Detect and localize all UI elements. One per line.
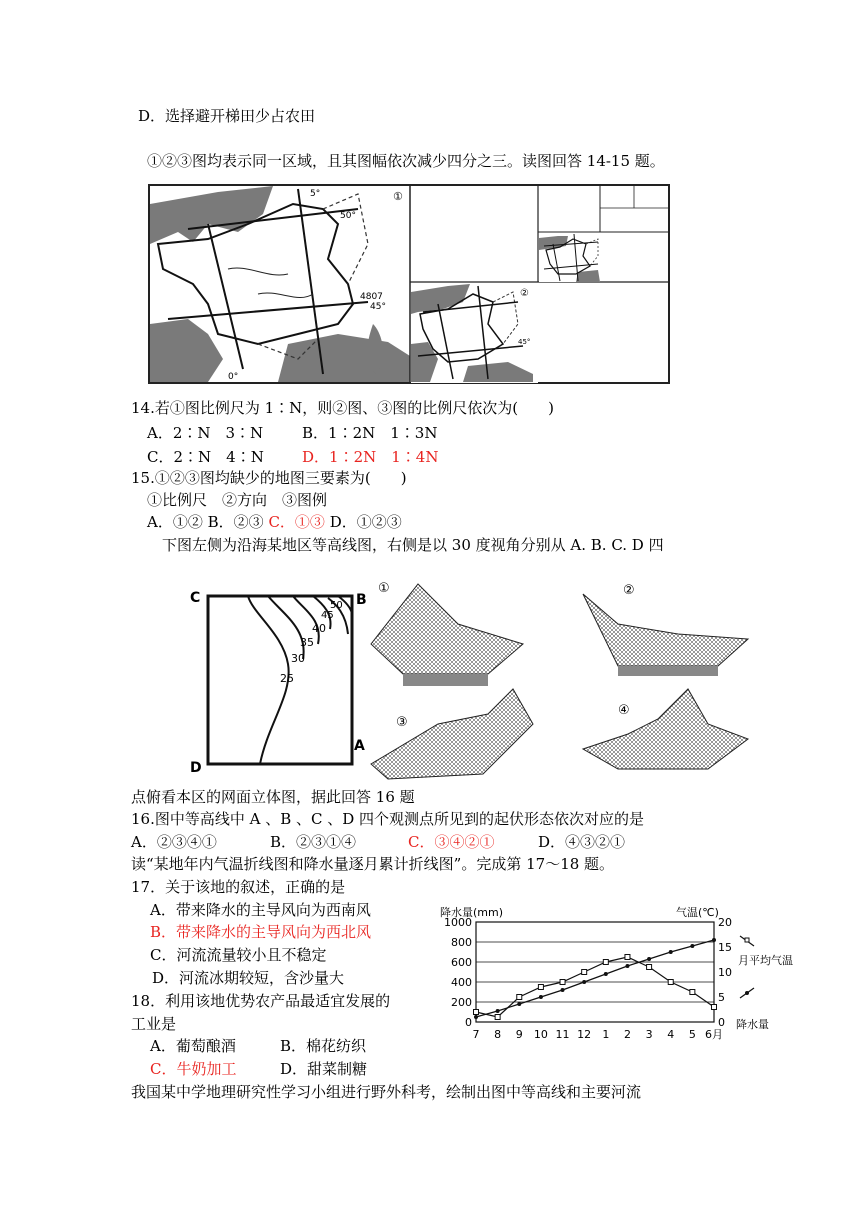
precipitation-point (474, 1015, 478, 1019)
terrain-view-2 (583, 583, 748, 676)
legend-temp-label: 月平均气温 (738, 954, 793, 967)
chart-xtick: 11 (555, 1028, 570, 1041)
q18-option-c-answer: C．牛奶加工 (150, 1060, 237, 1078)
intro-16b: 点俯看本区的网面立体图，据此回答 16 题 (131, 788, 415, 806)
view-label-1: ① (378, 581, 390, 596)
q14-option-d-answer: D．1∶2N 1∶4N (302, 448, 439, 466)
temperature-point (647, 965, 652, 970)
precipitation-point (496, 1009, 500, 1013)
precipitation-point (625, 964, 629, 968)
q15-items: ①比例尺 ②方向 ③图例 (147, 491, 328, 509)
q17-option-a: A．带来降水的主导风向为西南风 (150, 901, 371, 919)
precipitation-point (690, 944, 694, 948)
chart-ytick-left: 400 (451, 976, 472, 989)
chart-ytick-left: 800 (451, 936, 472, 949)
temperature-point (474, 1010, 479, 1015)
contour-35: 35 (300, 636, 314, 649)
chart-legend (736, 936, 793, 1031)
precipitation-point (582, 980, 586, 984)
series-line-temperature (476, 957, 714, 1017)
legend-temp-icon (740, 936, 754, 946)
option-d-line: D．选择避开梯田少占农田 (138, 107, 316, 125)
chart-ytick-left: 1000 (444, 916, 472, 929)
map-figure (148, 184, 670, 384)
question-17: 17．关于该地的叙述，正确的是 (131, 878, 346, 896)
map-label-1: ① (393, 190, 403, 203)
map-label-lat50: 50° (340, 211, 356, 221)
precipitation-point (712, 938, 716, 942)
corner-a: A (354, 738, 365, 754)
precipitation-point (539, 995, 543, 999)
temperature-point (668, 980, 673, 985)
chart-xtick: 8 (494, 1028, 502, 1041)
question-18-cont: 工业是 (131, 1015, 177, 1033)
q18-option-d: D．甜菜制糖 (280, 1060, 368, 1078)
intro-14-15: ①②③图均表示同一区域，且其图幅依次减少四分之三。读图回答 14-15 题。 (147, 152, 665, 170)
q16-option-b: B．②③①④ (270, 833, 357, 851)
chart-ytick-right: 20 (718, 916, 732, 929)
corner-b: B (356, 592, 367, 608)
corner-d: D (190, 760, 202, 776)
temperature-point (538, 985, 543, 990)
map-label-lat45b: 45° (518, 338, 531, 346)
q18-option-b: B．棉花纺织 (280, 1037, 367, 1055)
chart-ytick-right: 15 (718, 941, 732, 954)
q15-option-c-answer: C．①③ (268, 513, 325, 531)
chart-xtick: 1 (602, 1028, 610, 1041)
q15-option-d: D．①②③ (329, 513, 402, 531)
chart-ylabel-left: 降水量(mm) (440, 906, 504, 919)
question-14: 14.若①图比例尺为 1∶N，则②图、③图的比例尺依次为( ) (131, 399, 554, 417)
temperature-point (690, 990, 695, 995)
chart-ytick-right: 10 (718, 966, 732, 979)
q16-option-c-answer: C．③④②① (408, 833, 495, 851)
map-panel-3 (539, 233, 600, 282)
last-line: 我国某中学地理研究性学习小组进行野外科考，绘制出图中等高线和主要河流 (131, 1083, 642, 1101)
contour-45: 45 (321, 610, 334, 621)
q17-option-c: C．河流流量较小且不稳定 (150, 946, 327, 964)
temperature-point (560, 980, 565, 985)
question-18: 18．利用该地优势农产品最适宜发展的 (131, 992, 391, 1010)
contour-25: 25 (280, 672, 294, 685)
contour-map (190, 590, 367, 776)
q14-option-c: C．2∶N 4∶N (147, 448, 264, 466)
series-line-precipitation (476, 940, 714, 1017)
chart-xtick: 7 (472, 1028, 480, 1041)
intro-17: 读“某地年内气温折线图和降水量逐月累计折线图”。完成第 17～18 题。 (131, 855, 615, 873)
view-label-3: ③ (396, 715, 408, 730)
terrain-view-4 (583, 689, 748, 769)
map-label-lon5: 5° (310, 189, 321, 199)
map-label-4807: 4807 (360, 292, 383, 302)
terrain-view-1 (371, 581, 523, 686)
map-label-lat45: 45° (370, 302, 386, 312)
intro-16: 下图左侧为沿海某地区等高线图，右侧是以 30 度视角分别从 A. B. C. D 四 (162, 536, 664, 554)
view-label-2: ② (623, 583, 635, 598)
contour-40: 40 (312, 622, 326, 635)
temperature-point (603, 960, 608, 965)
chart-ytick-right: 5 (718, 991, 725, 1004)
chart-xtick: 3 (645, 1028, 653, 1041)
legend-precip-icon (740, 988, 754, 998)
q14-option-b: B．1∶2N 1∶3N (302, 424, 438, 442)
terrain-figure (188, 574, 758, 784)
contour-50: 50 (330, 600, 343, 611)
chart-xtick: 6月 (705, 1028, 723, 1041)
precipitation-point (517, 1002, 521, 1006)
climate-chart (436, 900, 793, 1058)
q15-option-b: B．②③ (207, 513, 264, 531)
temperature-point (625, 955, 630, 960)
temperature-point (582, 970, 587, 975)
chart-ytick-left: 200 (451, 996, 472, 1009)
legend-precip-label: 降水量 (736, 1018, 769, 1031)
chart-ytick-left: 0 (465, 1016, 472, 1029)
chart-ylabel-right: 气温(℃) (676, 906, 719, 919)
q16-option-a: A．②③④① (131, 833, 217, 851)
chart-ytick-left: 600 (451, 956, 472, 969)
corner-c: C (190, 590, 201, 606)
q16-option-d: D．④③②① (538, 833, 626, 851)
temperature-point (495, 1015, 500, 1020)
question-15: 15.①②③图均缺少的地图三要素为( ) (131, 469, 407, 487)
q15-option-a: A．①② (147, 513, 203, 531)
chart-xtick: 4 (667, 1028, 675, 1041)
precipitation-point (561, 988, 565, 992)
precipitation-point (604, 972, 608, 976)
q14-option-a: A．2∶N 3∶N (147, 424, 264, 442)
chart-xtick: 2 (623, 1028, 631, 1041)
terrain-view-3 (371, 689, 533, 779)
precipitation-point (647, 957, 651, 961)
q17-option-d: D．河流冰期较短，含沙量大 (152, 969, 345, 987)
map-panel-2 (411, 283, 538, 383)
contour-30: 30 (291, 652, 305, 665)
map-label-2: ② (520, 288, 529, 299)
chart-ytick-right: 0 (718, 1016, 725, 1029)
q17-option-b-answer: B．带来降水的主导风向为西北风 (150, 923, 372, 941)
q18-option-a: A．葡萄酿酒 (150, 1037, 236, 1055)
chart-xtick: 9 (515, 1028, 523, 1041)
chart-xtick: 12 (577, 1028, 592, 1041)
map-label-lon0: 0° (228, 372, 239, 382)
view-label-4: ④ (618, 703, 630, 718)
q15-options (147, 512, 402, 532)
temperature-point (517, 995, 522, 1000)
precipitation-point (669, 950, 673, 954)
question-16: 16.图中等高线中 A 、B 、C 、D 四个观测点所见到的起伏形态依次对应的是 (131, 810, 645, 828)
temperature-point (712, 1005, 717, 1010)
chart-xtick: 10 (533, 1028, 548, 1041)
chart-xtick: 5 (688, 1028, 696, 1041)
